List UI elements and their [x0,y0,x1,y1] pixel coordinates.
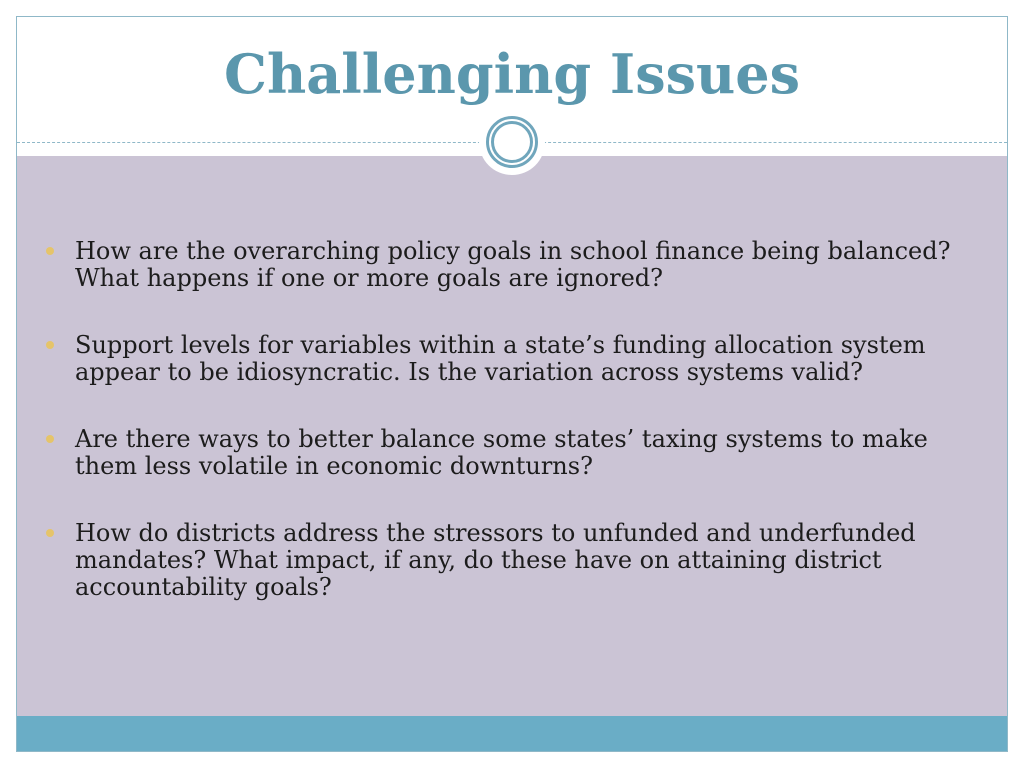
bullet-dot-icon [46,435,54,443]
slide-title: Challenging Issues [223,42,801,106]
slide [16,16,1008,752]
footer-bar [17,716,1007,751]
bullet-list [43,238,993,641]
bullet-text: Are there ways to better balance some states’ taxing systems to make them less volatile in economic downturns? [75,425,928,480]
bullet-item [43,332,993,386]
bullet-item [43,238,993,292]
bullet-text: How do districts address the stressors to unfunded and underfunded mandates? What impact, if any, do these have on attaining district accountability goals? [75,519,916,601]
bullet-text: Support levels for variables within a state’s funding allocation system appear to be idiosyncratic. Is the variation across systems valid? [75,331,926,386]
bullet-dot-icon [46,529,54,537]
ornament-inner-ring [491,121,533,163]
bullet-item [43,520,993,601]
bullet-dot-icon [46,341,54,349]
bullet-dot-icon [46,247,54,255]
bullet-item [43,426,993,480]
bullet-text: How are the overarching policy goals in school finance being balanced? What happens if one or more goals are ignored? [75,237,951,292]
